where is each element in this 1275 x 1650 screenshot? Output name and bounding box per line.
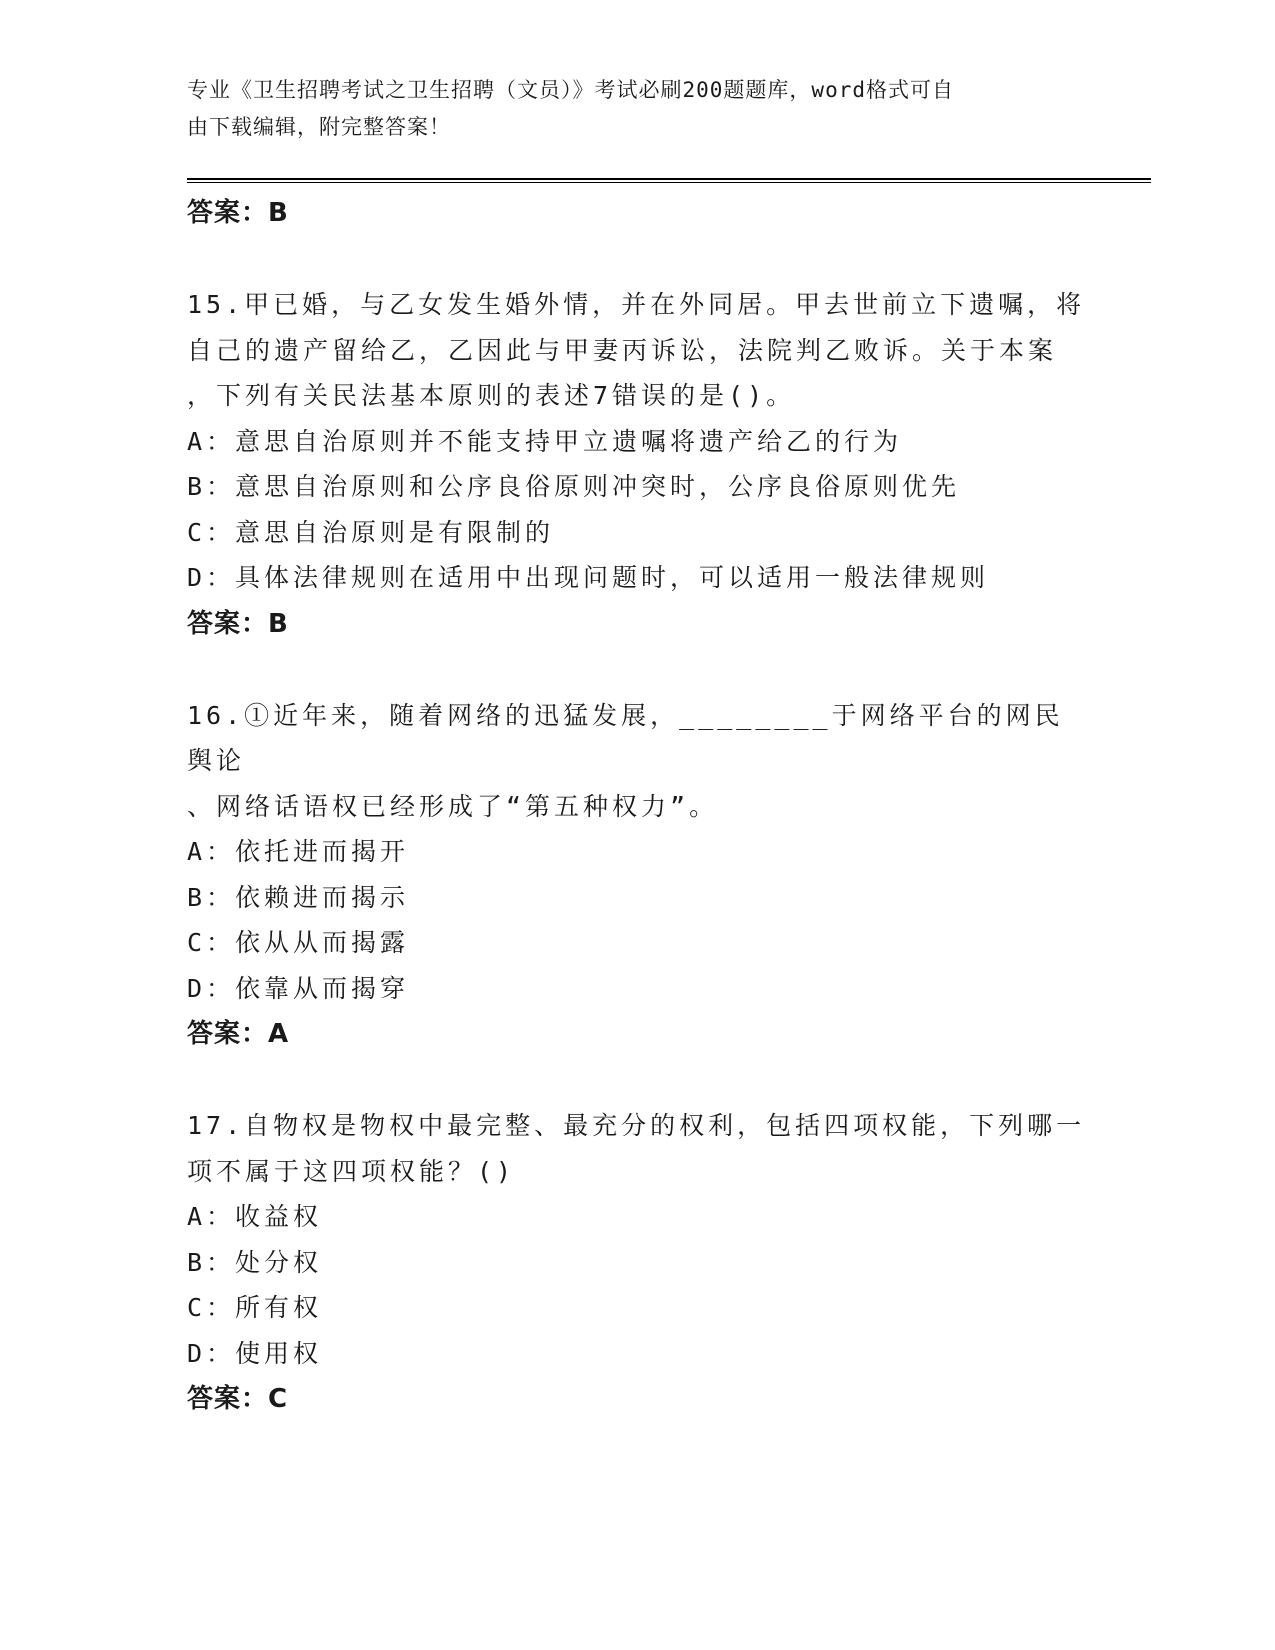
question-block [187,282,1087,647]
question-block [187,693,1087,1058]
header-line-2: 由下载编辑，附完整答案！ [187,115,451,139]
question-line: ，下列有关民法基本原则的表述7错误的是()。 [187,381,796,410]
question-line: 16.①近年来，随着网络的迅猛发展，________于网络平台的网民舆论 [187,700,1064,775]
question-text [187,693,1087,830]
option-d: D：依靠从而揭穿 [187,973,410,1003]
header-divider-thick [187,178,1151,180]
answer: 答案：C [187,1384,289,1414]
question-line: 项不属于这四项权能？() [187,1156,516,1186]
answer: 答案：A [187,1019,290,1049]
question-block [187,1103,1087,1422]
previous-answer: 答案：B [187,198,289,228]
option-b: B：意思自治原则和公序良俗原则冲突时，公序良俗原则优先 [187,472,961,501]
answer: 答案：B [187,608,289,639]
option-c: C：依从从而揭露 [187,928,410,957]
document-body [187,190,1087,1422]
option-a: A：意思自治原则并不能支持甲立遗嘱将遗产给乙的行为 [187,426,903,456]
question-text [187,282,1087,419]
question-line: 自己的遗产留给乙，乙因此与甲妻丙诉讼，法院判乙败诉。关于本案 [187,335,1058,365]
option-a: A：收益权 [187,1202,323,1231]
question-line: 、网络话语权已经形成了“第五种权力”。 [187,791,719,821]
document-header [187,72,1067,146]
header-line-1: 专业《卫生招聘考试之卫生招聘（文员）》考试必刷200题题库，word格式可自 [187,78,954,102]
option-c: C：意思自治原则是有限制的 [187,517,555,547]
option-b: B：依赖进而揭示 [187,882,410,912]
header-divider-thin [187,182,1151,183]
option-d: D：使用权 [187,1338,323,1368]
question-text [187,1103,1087,1194]
option-c: C：所有权 [187,1293,323,1322]
question-line: 17.自物权是物权中最完整、最充分的权利，包括四项权能，下列哪一 [187,1111,1086,1140]
option-a: A：依托进而揭开 [187,837,410,866]
option-b: B：处分权 [187,1247,323,1277]
question-line: 15.甲已婚，与乙女发生婚外情，并在外同居。甲去世前立下遗嘱，将 [187,290,1086,319]
option-d: D：具体法律规则在适用中出现问题时，可以适用一般法律规则 [187,563,990,592]
